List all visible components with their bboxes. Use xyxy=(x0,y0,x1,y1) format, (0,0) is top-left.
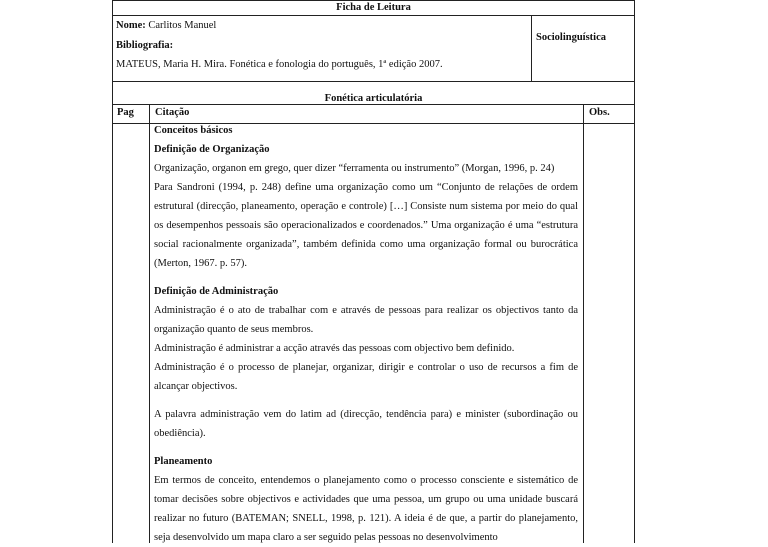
plan-title: Planeamento xyxy=(154,456,213,467)
card-title: Ficha de Leitura xyxy=(336,2,411,13)
pag-column-divider xyxy=(149,104,150,543)
subject-area: Sociolinguística xyxy=(536,32,607,43)
plan-paragraph-1: Em termos de conceito, entendemos o planejamento como o processo consciente e sistemático de tomar decisões sobre objectivos e actividades que uma pessoa, um grupo ou uma unidade buscará realizar no futuro (BATEMAN; SNELL, 1998, p. 121). A ideia é de que, a partir do planejamento, seja desenvolvido um mapa claro a ser seguido pelas pessoas no desenvolvimento xyxy=(154,475,578,543)
def-org-paragraph-1: Organização, organon em grego, quer dizer “ferramenta ou instrumento” (Morgan, 1996, p. 24) xyxy=(154,163,555,174)
column-obs: Obs. xyxy=(589,107,610,118)
bibliography-label: Bibliografia: xyxy=(116,40,174,51)
table-border-left xyxy=(112,0,113,543)
name-value: Carlitos Manuel xyxy=(148,20,217,31)
def-adm-paragraph-3: Administração é o processo de planejar, organizar, dirigir e controlar o uso de recursos a fim de alcançar objectivos. xyxy=(154,362,578,392)
name-label: Nome: xyxy=(116,20,146,31)
def-org-paragraph-2: Para Sandroni (1994, p. 248) define uma organização como um “Conjunto de relações de ordem estrutural (direcção, planeamento, operação e controle) […] Consiste num sistema por meio do qual os desempenhos pessoais são operacionalizados e coordenados.” Uma organização é uma “estrutura social racionalmente organizada”, também definida como uma organização formal ou burocrática (Merton, 1967. p. 57). xyxy=(154,182,578,269)
def-adm-paragraph-2: Administração é administrar a acção através das pessoas com objectivo bem definido. xyxy=(154,343,515,354)
def-adm-title: Definição de Administração xyxy=(154,286,279,297)
column-pag: Pag xyxy=(117,107,134,118)
heading-main: Conceitos básicos xyxy=(154,125,233,136)
citation-body xyxy=(154,121,578,547)
info-area-divider xyxy=(531,15,532,81)
author-line xyxy=(116,19,216,32)
column-citacao: Citação xyxy=(155,107,190,118)
title-row-divider xyxy=(112,15,635,16)
info-row-divider xyxy=(112,81,635,82)
def-adm-paragraph-1: Administração é o ato de trabalhar com e através de pessoas para realizar os objectivos tanto da organização quanto de seus membros. xyxy=(154,305,578,335)
bibliography-value: MATEUS, Maria H. Mira. Fonética e fonologia do português, 1ª edição 2007. xyxy=(116,59,443,70)
def-org-title: Definição de Organização xyxy=(154,144,270,155)
obs-column-divider xyxy=(583,104,584,543)
table-border-right xyxy=(634,0,635,543)
def-adm-paragraph-4: A palavra administração vem do latim ad (direcção, tendência para) e minister (subordinação ou obediência). xyxy=(154,409,578,439)
section-title: Fonética articulatória xyxy=(324,93,423,104)
